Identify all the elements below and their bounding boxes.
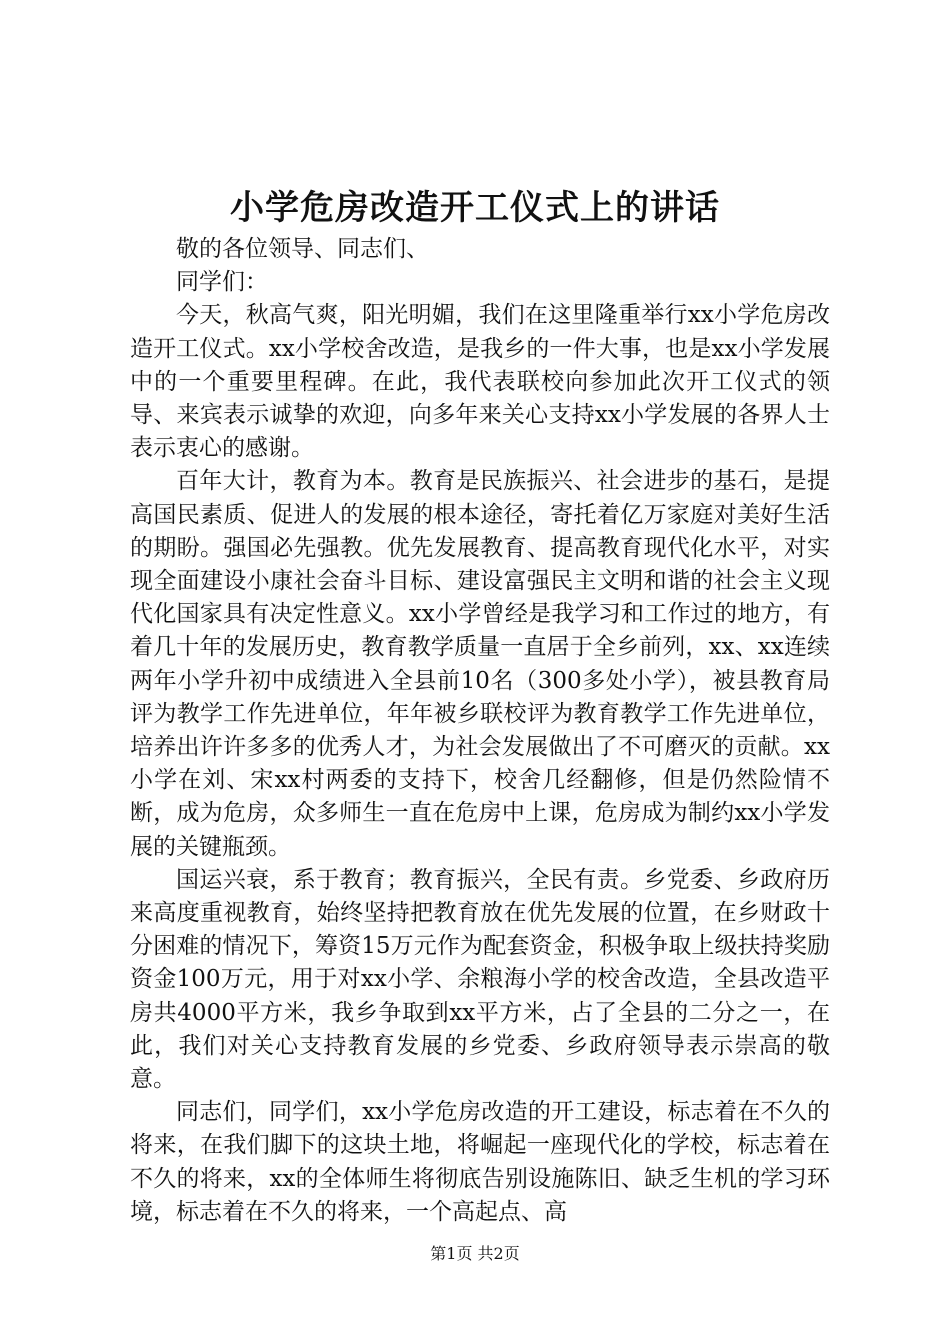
salutation-line-2: 同学们： <box>176 269 268 296</box>
salutation-line-1: 敬的各位领导、同志们、 <box>176 236 429 262</box>
paragraph-opening: 今天，秋高气爽，阳光明媚，我们在这里隆重举行xx小学危房改造开工仪式。xx小学校舍改造，是我乡的一件大事，也是xx小学发展中的一个重要里程碑。在此，我代表联校向参加此次开工仪式的领导、来宾表示诚挚的欢迎，向多年来关心支持xx小学发展的各界人士表示衷心的感谢。 <box>130 302 830 462</box>
document-body <box>130 233 830 1229</box>
paragraph-funding: 国运兴衰，系于教育；教育振兴，全民有责。乡党委、乡政府历来高度重视教育，始终坚持把教育放在优先发展的位置，在乡财政十分困难的情况下，筹资15万元作为配套资金，积极争取上级扶持奖励资金100万元，用于对xx小学、余粮海小学的校舍改造，全县改造平房共4000平方米，我乡争取到xx平方米，占了全县的二分之一，在此，我们对关心支持教育发展的乡党委、乡政府领导表示崇高的敬意。 <box>130 866 830 1093</box>
paragraph-education: 百年大计，教育为本。教育是民族振兴、社会进步的基石，是提高国民素质、促进人的发展的根本途径，寄托着亿万家庭对美好生活的期盼。强国必先强教。优先发展教育、提高教育现代化水平，对实现全面建设小康社会奋斗目标、建设富强民主文明和谐的社会主义现代化国家具有决定性意义。xx小学曾经是我学习和工作过的地方，有着几十年的发展历史，教育教学质量一直居于全乡前列，xx、xx连续两年小学升初中成绩进入全县前10名（300多处小学），被县教育局评为教学工作先进单位，年年被乡联校评为教育教学工作先进单位，培养出许许多多的优秀人才，为社会发展做出了不可磨灭的贡献。xx小学在刘、宋xx村两委的支持下，校舍几经翻修，但是仍然险情不断，成为危房，众多师生一直在危房中上课，危房成为制约xx小学发展的关键瓶颈。 <box>130 468 830 860</box>
paragraph-future: 同志们，同学们，xx小学危房改造的开工建设，标志着在不久的将来，在我们脚下的这块土地，将崛起一座现代化的学校，标志着在不久的将来，xx的全体师生将彻底告别设施陈旧、缺乏生机的学习环境，标志着在不久的将来，一个高起点、高 <box>130 1099 830 1225</box>
document-title: 小学危房改造开工仪式上的讲话 <box>230 188 720 228</box>
page-number-footer: 第1页 共2页 <box>430 1244 520 1263</box>
